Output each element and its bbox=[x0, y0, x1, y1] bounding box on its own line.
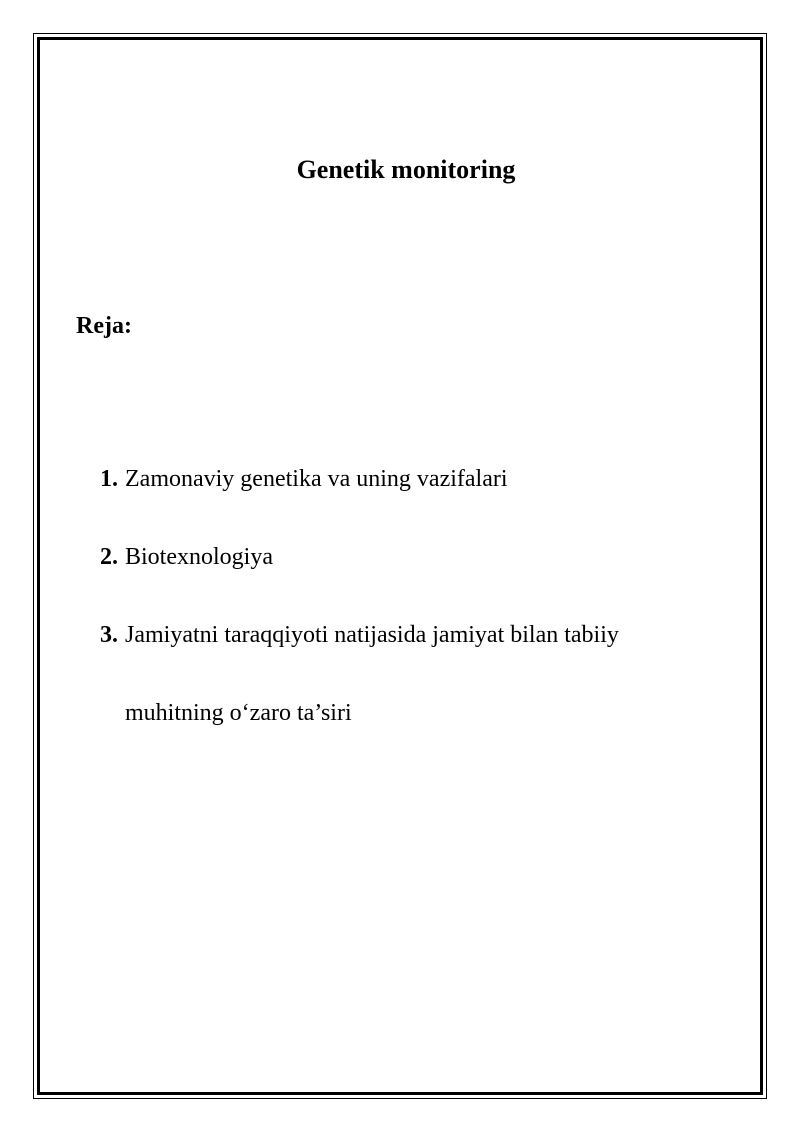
plan-item-line: Zamonaviy genetika va uning vazifalari bbox=[125, 466, 508, 492]
plan-heading: Reja: bbox=[76, 313, 132, 339]
plan-item-1 bbox=[100, 462, 720, 496]
plan-item-text bbox=[125, 618, 720, 730]
plan-item-line: muhitning o‘zaro ta’siri bbox=[125, 700, 352, 726]
plan-item-text bbox=[125, 540, 720, 574]
plan-list bbox=[100, 462, 720, 774]
plan-item-number: 3. bbox=[100, 622, 118, 648]
plan-item-text bbox=[125, 462, 720, 496]
plan-item-line: Jamiyatni taraqqiyoti natijasida jamiyat bilan tabiiy bbox=[125, 622, 619, 648]
plan-item-line: Biotexnologiya bbox=[125, 544, 273, 570]
plan-item-3 bbox=[100, 618, 720, 730]
plan-item-number: 1. bbox=[100, 466, 118, 492]
plan-item-number: 2. bbox=[100, 544, 118, 570]
document-title: Genetik monitoring bbox=[296, 155, 516, 184]
plan-item-2 bbox=[100, 540, 720, 574]
